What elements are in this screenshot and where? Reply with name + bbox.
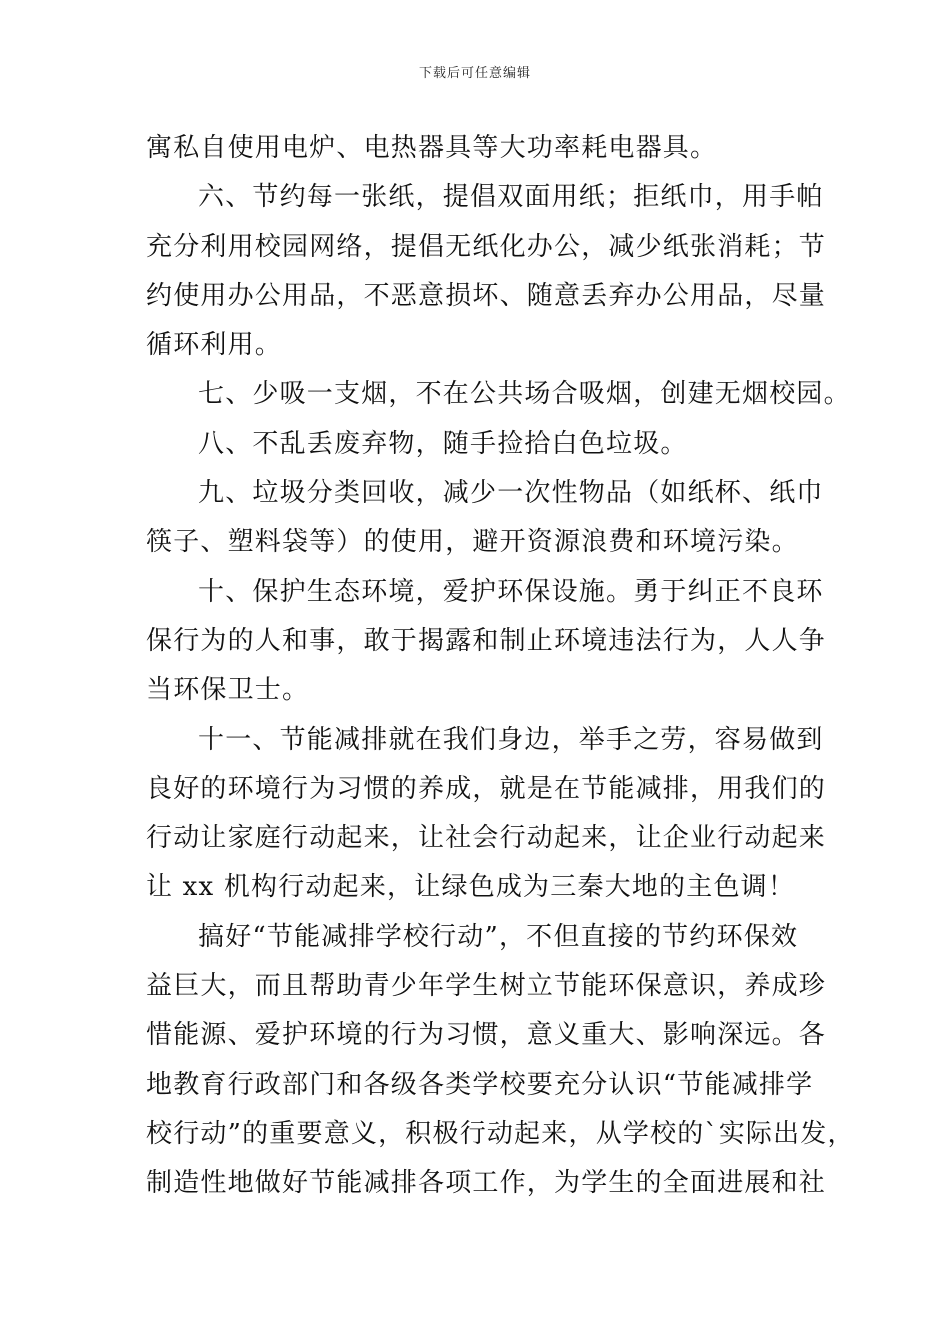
document-body <box>146 124 855 1209</box>
body-line: 十一、节能减排就在我们身边，举手之劳，容易做到 <box>198 724 824 755</box>
body-line: 充分利用校园网络，提倡无纸化办公，减少纸张消耗；节 <box>146 231 827 262</box>
body-line: 寓私自使用电炉、电热器具等大功率耗电器具。 <box>146 133 718 163</box>
body-line: 筷子、塑料袋等）的使用，避开资源浪费和环境污染。 <box>146 527 799 558</box>
body-line: 保行为的人和事，敢于揭露和制止环境违法行为，人人争 <box>146 625 827 656</box>
body-line: 让 xx 机构行动起来，让绿色成为三秦大地的主色调！ <box>146 872 796 903</box>
body-line: 地教育行政部门和各级各类学校要充分认识“节能减排学 <box>146 1069 814 1100</box>
body-line: 七、少吸一支烟，不在公共场合吸烟，创建无烟校园。 <box>198 379 851 410</box>
body-line: 约使用办公用品，不恶意损坏、随意丢弃办公用品，尽量 <box>146 280 827 311</box>
body-line: 良好的环境行为习惯的养成，就是在节能减排，用我们的 <box>146 773 827 804</box>
body-line: 行动让家庭行动起来，让社会行动起来，让企业行动起来 <box>146 823 827 854</box>
body-line: 循环利用。 <box>146 330 283 361</box>
body-line: 校行动”的重要意义，积极行动起来，从学校的`实际出发， <box>146 1118 855 1149</box>
body-line: 制造性地做好节能减排各项工作，为学生的全面进展和社 <box>146 1168 827 1199</box>
page-header: 下载后可任意编辑 <box>418 66 531 81</box>
body-line: 惜能源、爱护环境的行为习惯，意义重大、影响深远。各 <box>146 1020 827 1051</box>
body-line: 益巨大，而且帮助青少年学生树立节能环保意识，养成珍 <box>146 971 827 1002</box>
body-line: 八、不乱丢废弃物，随手捡拾白色垃圾。 <box>198 428 688 459</box>
body-line: 搞好“节能减排学校行动”，不但直接的节约环保效 <box>198 921 799 952</box>
body-line: 九、垃圾分类回收，减少一次性物品（如纸杯、纸巾 <box>198 478 824 509</box>
body-line: 当环保卫士。 <box>146 675 310 706</box>
body-line: 六、节约每一张纸，提倡双面用纸；拒纸巾，用手帕 <box>198 182 824 213</box>
body-line: 十、保护生态环境，爱护环保设施。勇于纠正不良环 <box>198 576 824 607</box>
